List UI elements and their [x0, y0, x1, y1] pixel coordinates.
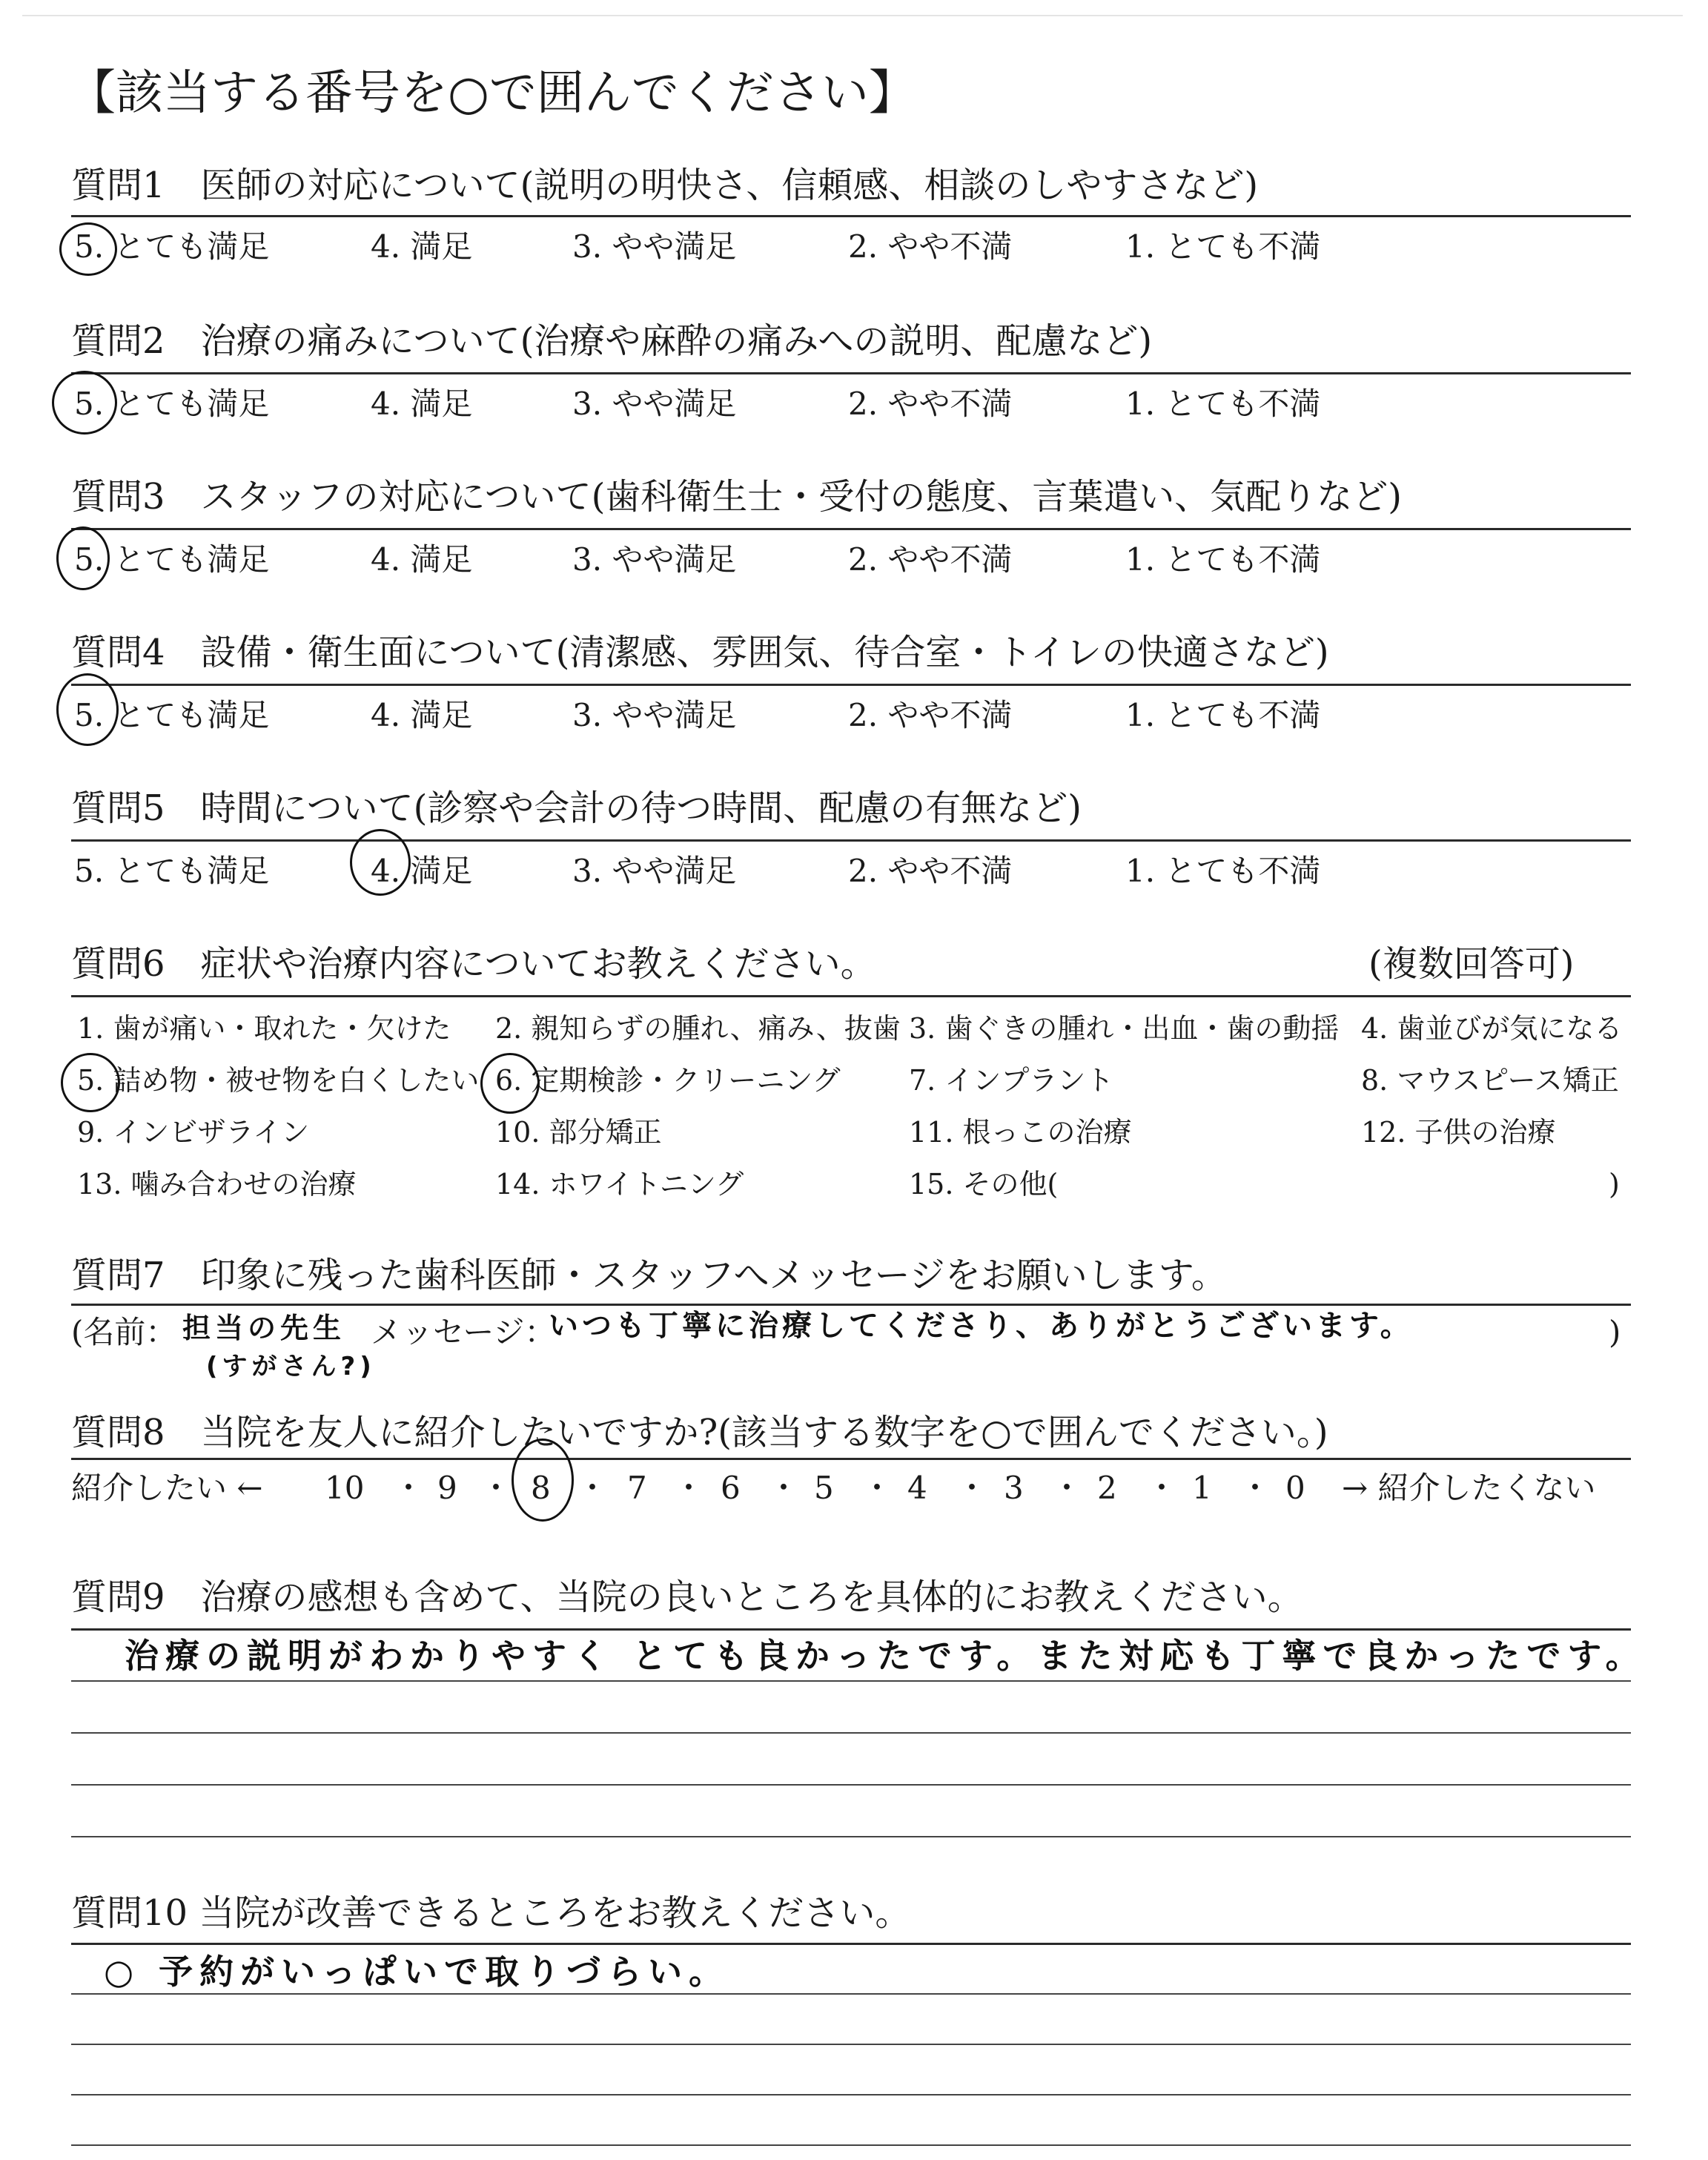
- q8-sep: ・: [1239, 1470, 1271, 1506]
- q3-option-1[interactable]: 1. とても不満: [1125, 541, 1321, 578]
- q10-answer-line-3: [71, 2094, 1631, 2095]
- q6-option-2[interactable]: 2. 親知らずの腫れ、痛み、抜歯: [495, 1012, 901, 1045]
- q10-title: 質問10 当院が改善できるところをお教えください。: [71, 1892, 911, 1934]
- q3-option-5[interactable]: 5. とても満足: [74, 541, 270, 578]
- q5-option-5[interactable]: 5. とても満足: [74, 853, 270, 889]
- q8-sep: ・: [768, 1470, 800, 1506]
- q2-option-1[interactable]: 1. とても不満: [1125, 386, 1321, 422]
- q2-option-3[interactable]: 3. やや満足: [572, 386, 737, 422]
- q6-option-5[interactable]: 5. 詰め物・被せ物を白くしたい: [77, 1064, 480, 1097]
- q8-num-2[interactable]: 2: [1097, 1470, 1117, 1506]
- q5-option-3[interactable]: 3. やや満足: [572, 853, 737, 889]
- page-top-edge: [22, 15, 1683, 16]
- q4-rule: [71, 684, 1631, 686]
- q8-title: 質問8 当院を友人に紹介したいですか?(該当する数字を○で囲んでください。): [71, 1412, 1328, 1453]
- q1-option-2[interactable]: 2. やや不満: [848, 228, 1013, 265]
- q6-option-10[interactable]: 10. 部分矯正: [495, 1116, 662, 1149]
- q10-answer-line-1: [71, 1993, 1631, 1995]
- q6-answer-circle-6: [480, 1053, 540, 1114]
- q8-num-3[interactable]: 3: [1004, 1470, 1024, 1506]
- q7-title: 質問7 印象に残った歯科医師・スタッフへメッセージをお願いします。: [71, 1255, 1227, 1296]
- q8-rule: [71, 1458, 1631, 1460]
- q5-rule: [71, 839, 1631, 842]
- q10-answer-line-4: [71, 2144, 1631, 2146]
- q2-answer-circle: [52, 371, 117, 435]
- q1-option-1[interactable]: 1. とても不満: [1125, 228, 1321, 265]
- q3-option-3[interactable]: 3. やや満足: [572, 541, 737, 578]
- q1-option-5[interactable]: 5. とても満足: [74, 228, 270, 265]
- page-title: 【該当する番号を○で囲んでください】: [68, 66, 916, 121]
- q3-title: 質問3 スタッフの対応について(歯科衛生士・受付の態度、言葉遣い、気配りなど): [71, 476, 1403, 518]
- q9-answer-line-2: [71, 1732, 1631, 1734]
- q10-rule: [71, 1943, 1631, 1945]
- q6-rule: [71, 995, 1631, 997]
- q4-option-3[interactable]: 3. やや満足: [572, 697, 737, 733]
- q6-option-7[interactable]: 7. インプラント: [909, 1064, 1114, 1097]
- q5-title: 質問5 時間について(診察や会計の待つ時間、配慮の有無など): [71, 787, 1082, 829]
- q1-answer-circle: [59, 222, 117, 276]
- q6-option-12[interactable]: 12. 子供の治療: [1361, 1116, 1556, 1149]
- q5-answer-circle: [350, 829, 411, 896]
- q3-option-4[interactable]: 4. 満足: [371, 541, 473, 578]
- q10-answer-line-2: [71, 2044, 1631, 2045]
- q8-num-6[interactable]: 6: [721, 1470, 741, 1506]
- q7-rule: [71, 1304, 1631, 1306]
- q8-num-0[interactable]: 0: [1285, 1470, 1305, 1506]
- q9-answer-line-4: [71, 1836, 1631, 1837]
- q7-message-value: いつも丁寧に治療してくださり、ありがとうございます。: [549, 1309, 1414, 1343]
- q6-option-9[interactable]: 9. インビザライン: [77, 1116, 310, 1149]
- q1-rule: [71, 215, 1631, 217]
- q6-option-15[interactable]: 15. その他(: [909, 1168, 1059, 1200]
- q8-num-1[interactable]: 1: [1192, 1470, 1212, 1506]
- q7-name-label: (名前：: [71, 1314, 177, 1350]
- q1-title: 質問1 医師の対応について(説明の明快さ、信頼感、相談のしやすさなど): [71, 165, 1259, 206]
- q8-num-10[interactable]: 10: [325, 1470, 365, 1506]
- q8-sep: ・: [861, 1470, 893, 1506]
- q2-title: 質問2 治療の痛みについて(治療や麻酔の痛みへの説明、配慮など): [71, 320, 1153, 362]
- q7-name-value: 担当の先生: [182, 1312, 346, 1344]
- q8-num-5[interactable]: 5: [814, 1470, 834, 1506]
- q8-sep: ・: [1146, 1470, 1178, 1506]
- q4-option-5[interactable]: 5. とても満足: [74, 697, 270, 733]
- q7-name-note: (すがさん?): [206, 1352, 376, 1381]
- q2-rule: [71, 372, 1631, 374]
- q8-sep: ・: [480, 1470, 512, 1506]
- q4-option-4[interactable]: 4. 満足: [371, 697, 473, 733]
- q9-answer-line-3: [71, 1784, 1631, 1786]
- q6-option-4[interactable]: 4. 歯並びが気になる: [1361, 1012, 1623, 1045]
- q7-close-paren: ): [1609, 1314, 1621, 1350]
- q5-option-2[interactable]: 2. やや不満: [848, 853, 1013, 889]
- q9-title: 質問9 治療の感想も含めて、当院の良いところを具体的にお教えください。: [71, 1576, 1303, 1618]
- q10-answer: ○ 予約がいっぱいで取りづらい。: [104, 1952, 730, 1992]
- q6-option-6[interactable]: 6. 定期検診・クリーニング: [495, 1064, 841, 1097]
- q6-option-8[interactable]: 8. マウスピース矯正: [1361, 1064, 1619, 1097]
- q8-answer-circle: [512, 1439, 574, 1522]
- q4-title: 質問4 設備・衛生面について(清潔感、雰囲気、待合室・トイレの快適さなど): [71, 632, 1329, 673]
- q2-option-4[interactable]: 4. 満足: [371, 386, 473, 422]
- q8-right-label: → 紹介したくない: [1342, 1470, 1596, 1506]
- q6-option-14[interactable]: 14. ホワイトニング: [495, 1168, 744, 1200]
- q1-option-3[interactable]: 3. やや満足: [572, 228, 737, 265]
- q6-option-1[interactable]: 1. 歯が痛い・取れた・欠けた: [77, 1012, 451, 1045]
- q8-num-9[interactable]: 9: [437, 1470, 457, 1506]
- q4-option-2[interactable]: 2. やや不満: [848, 697, 1013, 733]
- q6-option-15-close: ): [1609, 1168, 1620, 1200]
- q8-num-4[interactable]: 4: [907, 1470, 927, 1506]
- q9-answer-line-1: [71, 1680, 1631, 1682]
- q6-option-13[interactable]: 13. 噛み合わせの治療: [77, 1168, 357, 1200]
- q8-sep: ・: [956, 1470, 988, 1506]
- q8-left-label: 紹介したい ←: [71, 1470, 263, 1506]
- q6-option-11[interactable]: 11. 根っこの治療: [909, 1116, 1132, 1149]
- q3-rule: [71, 528, 1631, 530]
- q8-num-7[interactable]: 7: [627, 1470, 647, 1506]
- q8-num-8[interactable]: 8: [531, 1470, 551, 1506]
- q9-answer: 治療の説明がわかりやすく とても良かったです。また対応も丁寧で良かったです。: [125, 1636, 1646, 1676]
- q6-title: 質問6 症状や治療内容についてお教えください。: [71, 943, 876, 985]
- q4-option-1[interactable]: 1. とても不満: [1125, 697, 1321, 733]
- q6-option-3[interactable]: 3. 歯ぐきの腫れ・出血・歯の動揺: [909, 1012, 1340, 1045]
- q3-option-2[interactable]: 2. やや不満: [848, 541, 1013, 578]
- q8-sep: ・: [1051, 1470, 1083, 1506]
- q2-option-2[interactable]: 2. やや不満: [848, 386, 1013, 422]
- q3-answer-circle: [56, 526, 110, 590]
- q8-sep: ・: [393, 1470, 425, 1506]
- q1-option-4[interactable]: 4. 満足: [371, 228, 473, 265]
- q6-note: (複数回答可): [1368, 943, 1575, 985]
- q8-sep: ・: [577, 1470, 609, 1506]
- q6-answer-circle-5: [61, 1053, 120, 1112]
- q4-answer-circle: [56, 673, 119, 746]
- q7-message-label: メッセージ：: [371, 1314, 556, 1350]
- q2-option-5[interactable]: 5. とても満足: [74, 386, 270, 422]
- q5-option-4[interactable]: 4. 満足: [371, 853, 473, 889]
- q9-rule: [71, 1628, 1631, 1631]
- q5-option-1[interactable]: 1. とても不満: [1125, 853, 1321, 889]
- q8-sep: ・: [673, 1470, 705, 1506]
